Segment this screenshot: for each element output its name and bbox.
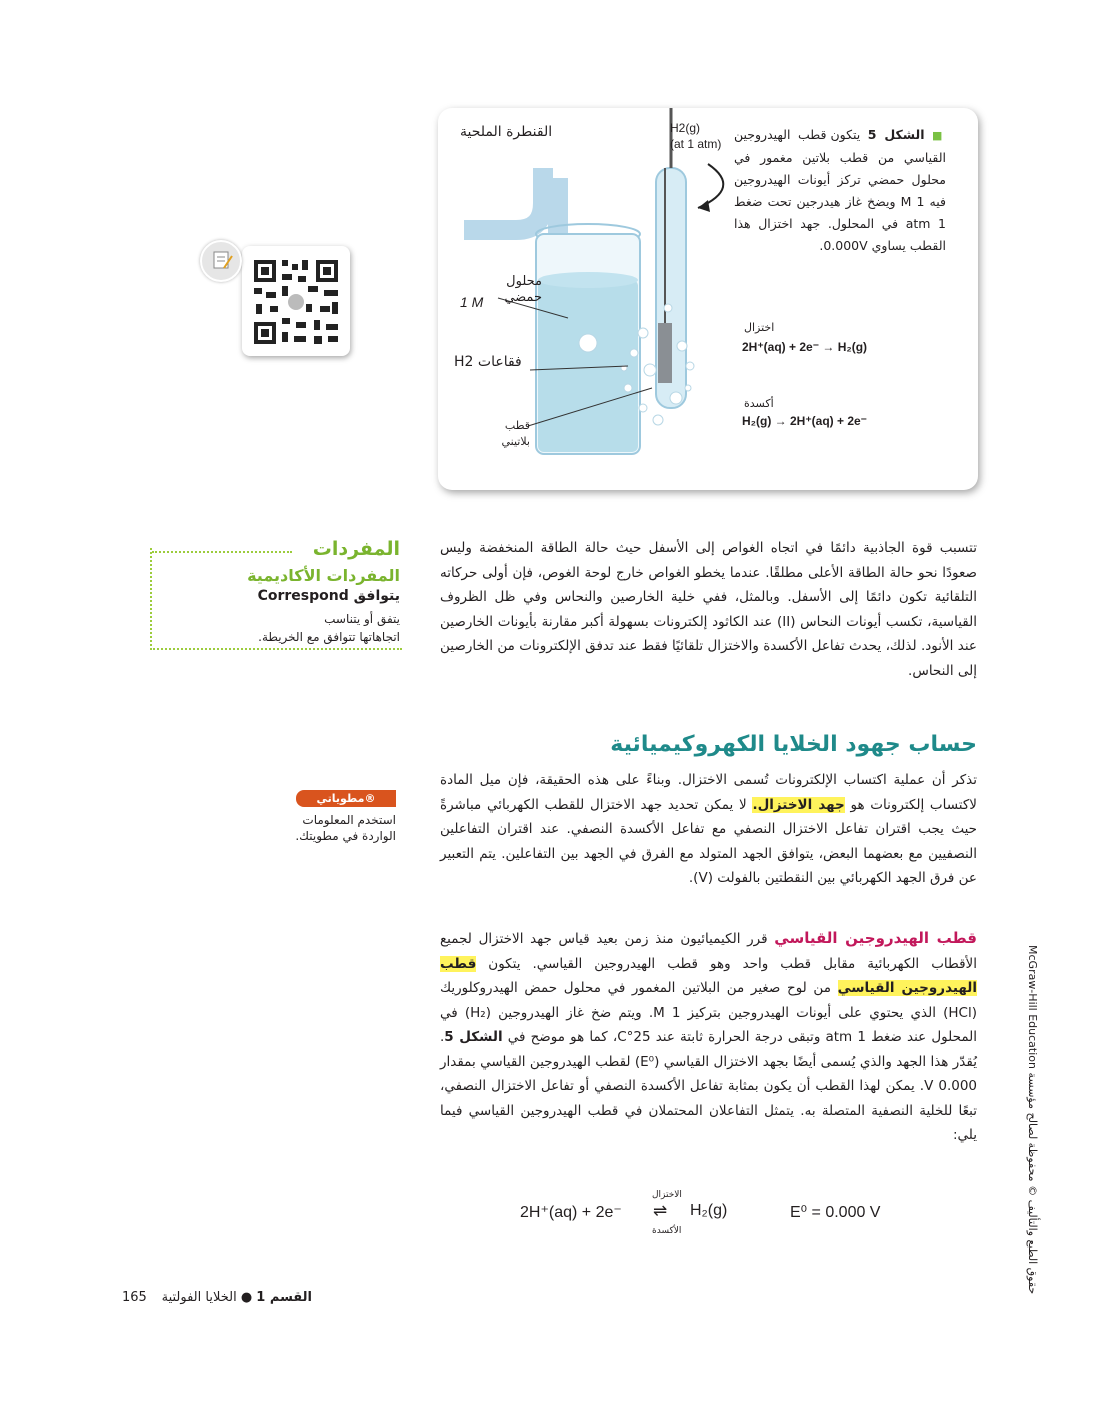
caption-text: يتكون قطب الهيدروجين القياسي من قطب بلاتين مغمور في محلول حمضي تركز أيونات الهيدروجين فيه 1 M ويضخ غاز هيدرجين تحت ضغط 1 atm في المحلول. جهد اختزال هذا القطب يساوي 0.000V. <box>734 127 946 253</box>
gas-label: H2(g) (at 1 atm) <box>670 121 722 151</box>
standard-hydrogen-electrode-paragraph: قطب الهيدروجين القياسي قرر الكيميائيون منذ زمن بعيد قياس جهد الاختزال لجميع الأقطاب الكهربائية مقابل قطب واحد وهو قطب الهيدروجين القياسي. يتكون قطب الهيدروجين القياسي من لوح صغير من البلاتين المغمور في محلول حمض الهيدروكلوريك (HCl) الذي يحتوي على أيونات الهيدروجين بتركيز 1 M. ويتم ضخ غاز الهيدروجين (H₂) في المحلول عند ضغط 1 atm وتبقى درجة الحرارة ثابتة عند 25°C، كما هو موضح في الشكل 5. يُقدّر هذا الجهد والذي يُسمى أيضًا بجهد الاختزال القياسي (E⁰) لقطب الهيدروجين القياسي بمقدار 0.000 V. يمكن لهذا القطب أن يكون بمثابة تفاعل الأكسدة النصفي أو تفاعل الاختزال النصفي، تبعًا للخلية النصفية المتصلة به. يتمثل التفاعلان المحتملان في قطب الهيدروجين القياسي فيما يلي: <box>440 929 978 1143</box>
term-reduction-potential: جهد الاختزال. <box>752 796 845 813</box>
figure-5-card <box>438 108 978 490</box>
qr-code[interactable] <box>242 246 350 356</box>
caption-figure-ref: الشكل 5 <box>867 127 925 142</box>
salt-bridge-label: القنطرة الملحية <box>460 124 553 140</box>
figure-caption: ■ الشكل 5 يتكون قطب الهيدروجين القياسي من قطب بلاتين مغمور في محلول حمضي تركز أيونات الهيدروجين فيه 1 M ويضخ غاز هيدرجين تحت ضغط 1 atm في المحلول. جهد اختزال هذا القطب يساوي 0.000V. <box>734 127 946 253</box>
equilibrium-arrow-icon: ⇌ <box>653 1201 668 1220</box>
page-number: 165 <box>122 1290 147 1305</box>
qr-code-card[interactable] <box>242 246 350 356</box>
vocab-title: المفردات <box>307 538 400 560</box>
equation-potential: E⁰ = 0.000 V <box>790 1204 881 1221</box>
reduction-equation: 2H⁺(aq) + 2e⁻ → H₂(g) <box>742 340 868 354</box>
solution-concentration: 1 M <box>460 294 484 310</box>
oxidation-label: أكسدة <box>744 397 774 410</box>
equation-below-label: الأكسدة <box>652 1226 682 1236</box>
term-she: قطب الهيدروجين القياسي <box>440 955 977 996</box>
reduction-label: اختزال <box>744 321 775 334</box>
foldables-tag: مطوياتي® <box>296 790 396 807</box>
bubbles-label: H2 فقاعات <box>454 354 522 370</box>
subheading-she: قطب الهيدروجين القياسي <box>774 929 977 947</box>
platinum-electrode <box>658 323 672 383</box>
solution-label: محلول حمضي <box>504 274 542 305</box>
vocab-example: اتجاهاتها تتوافق مع الخريطة. <box>258 630 400 644</box>
she-equation <box>520 1190 920 1240</box>
equation-right: H₂(g) <box>690 1202 728 1219</box>
electrode-label: قطب بلاتيني <box>501 419 530 448</box>
vocab-term: يتوافق Correspond <box>257 588 400 604</box>
salt-bridge <box>464 168 543 230</box>
reduction-potential-paragraph: تذكر أن عملية اكتساب الإلكترونات تُسمى الاختزال. وبناءً على هذه الحقيقة، فإن ميل المادة لاكتساب إلكترونات هو جهد الاختزال. لا يمكن تحديد جهد الاختزال للقطب الكهربائي مباشرةً حيث يجب اقتران تفاعل الاختزال النصفي مع تفاعل الأكسدة النصفي. عند اقتران التفاعلين النصفيين مع بعضهما البعض، يتوافق الجهد المتولد مع الفرق في الجهد بين التفاعلين. يتم التعبير عن فرق الجهد الكهربائي بين النقطتين بالفولت (V). <box>440 772 977 886</box>
equation-above-label: الاختزال <box>652 1190 682 1200</box>
vocab-subtitle: المفردات الأكاديمية <box>247 566 400 585</box>
intro-paragraph: تتسبب قوة الجاذبية دائمًا في اتجاه الغواص إلى الأسفل حيث حالة الطاقة المنخفضة وليس صعودًا نحو حالة الطاقة الأعلى مطلقًا. عندما يخطو الغواص خارج لوحة الغوص، فإن أولى حركاته التلقائية تكون دائمًا إلى الأسفل. وبالمثل، ففي خلية الخارصين والنحاس وفي ظل الظروف القياسية، تكسب أيونات النحاس (II) عند الكاثود إلكترونات بسهولة أكبر مقارنة بأيونات الخارصين عند الأنود. لذلك، يحدث تفاعل الأكسدة والاختزال تلقائيًا فقط عند تدفق الإلكترونات من الخارصين إلى النحاس. <box>440 540 977 679</box>
vocab-definition: يتفق أو يتناسب <box>324 612 400 626</box>
figure-reference: الشكل 5 <box>444 1029 503 1045</box>
copyright-notice: حقوق الطبع والتأليف © محفوظة لصالح مؤسسة McGraw-Hill Education <box>1026 945 1039 1295</box>
gas-arrow <box>698 164 723 208</box>
section-heading: حساب جهود الخلايا الكهروكيميائية <box>610 732 977 757</box>
equation-left: 2H⁺(aq) + 2e⁻ <box>520 1204 622 1221</box>
foldables-note: استخدم المعلومات الواردة في مطويتك. <box>295 813 396 843</box>
footer-section: القسم 1 ● الخلايا الفولتية <box>161 1290 312 1305</box>
oxidation-equation: H₂(g) → 2H⁺(aq) + 2e⁻ <box>742 414 868 428</box>
foam-cluster <box>579 334 597 352</box>
notebook-icon <box>200 240 242 282</box>
vocabulary-box <box>150 538 402 650</box>
